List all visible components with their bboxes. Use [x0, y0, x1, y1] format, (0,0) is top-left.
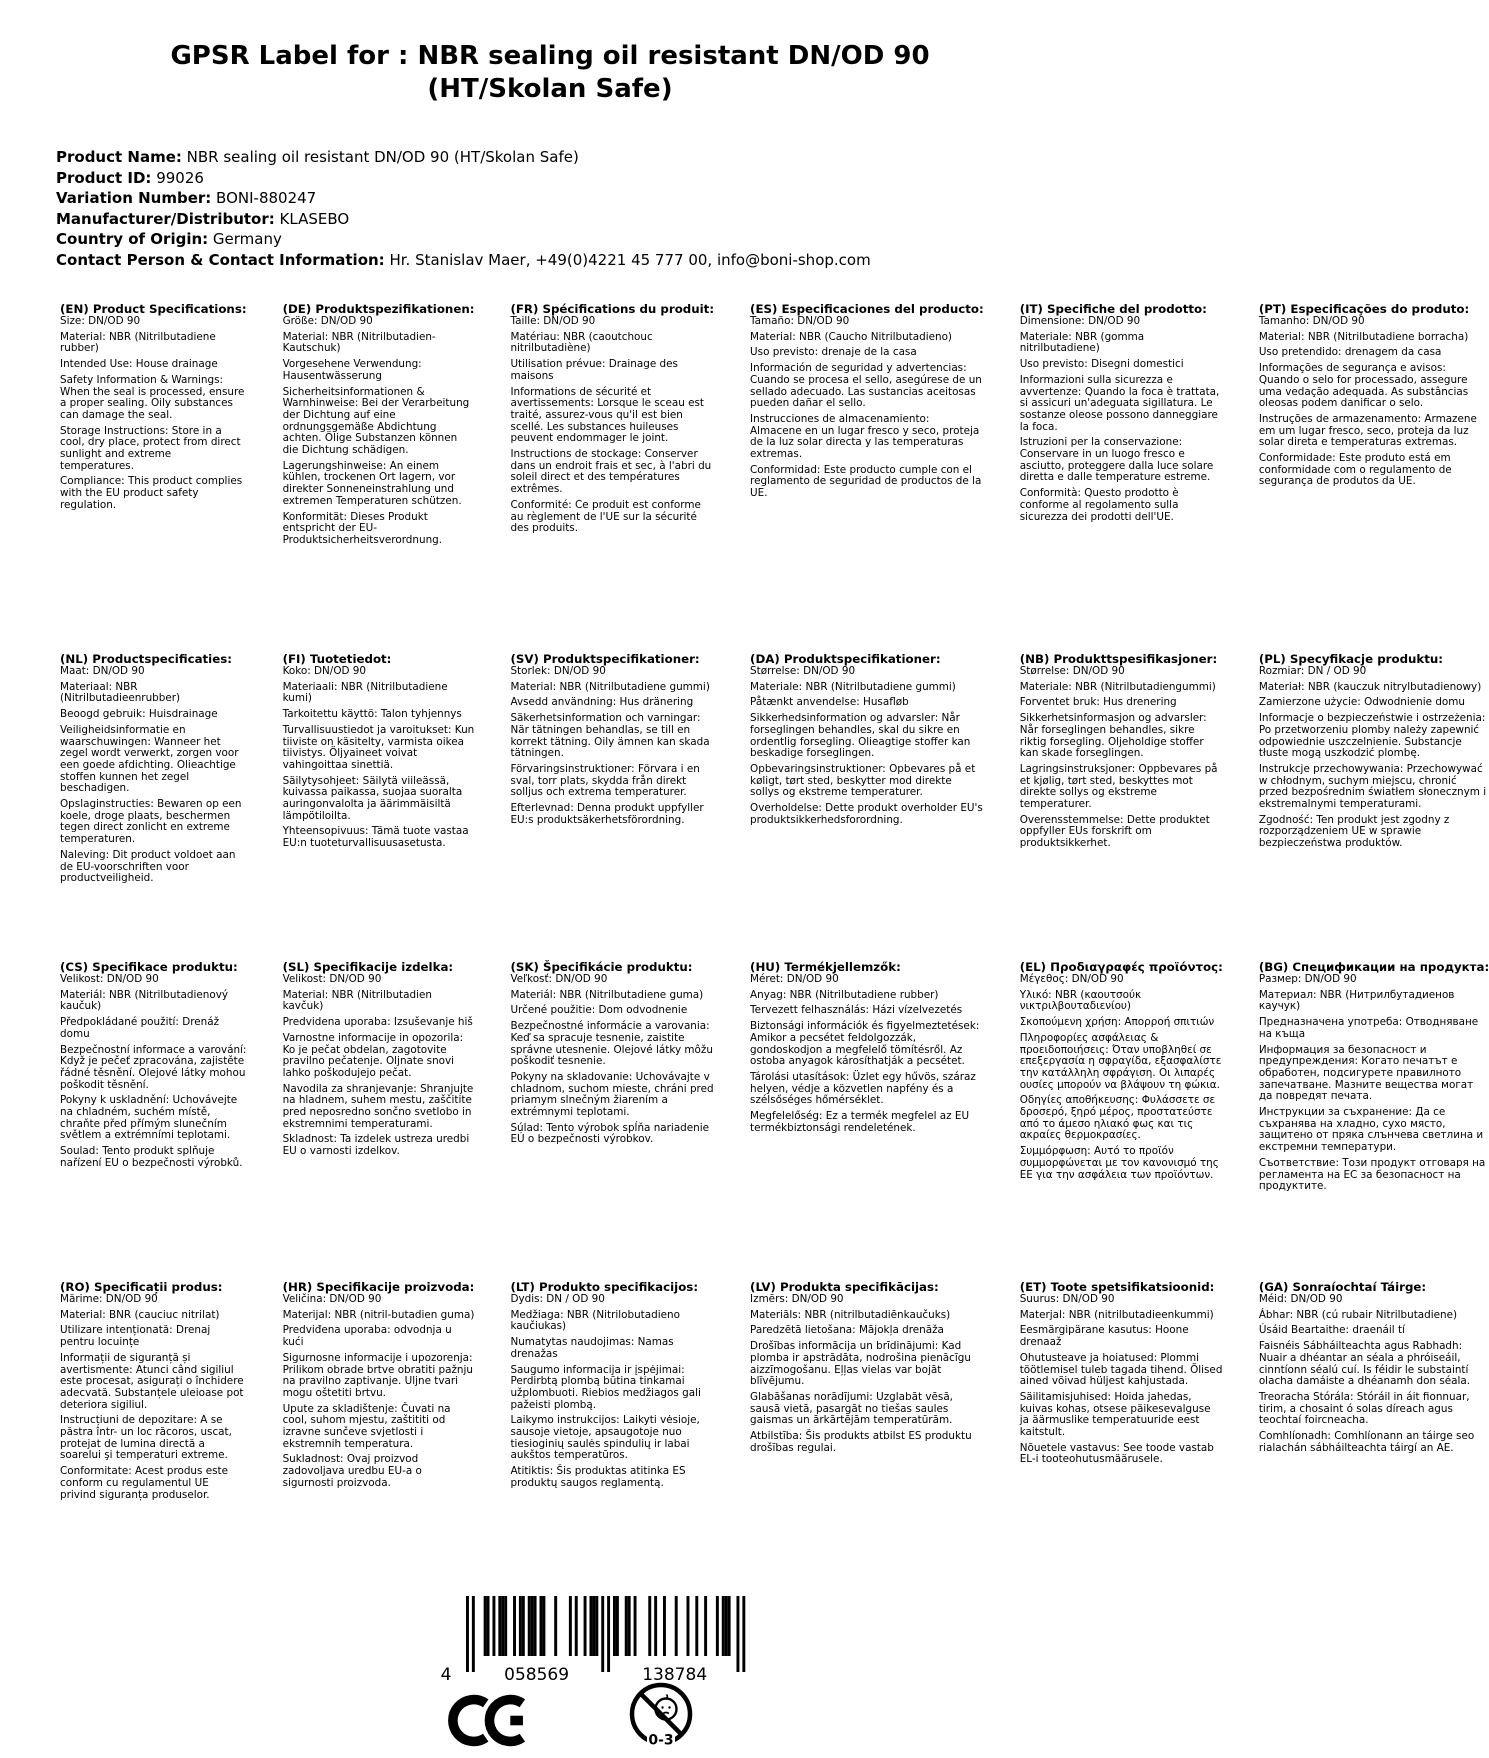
spec-paragraph: Información de seguridad y advertencias: Cuando se procesa el sello, asegúrese de un sellado adecuado. Las sustancias aceitosas pueden dañar el sello.	[750, 362, 982, 410]
spec-paragraph: Materjal: NBR (nitrilbutadieenkummi)	[1019, 1308, 1214, 1321]
spec-paragraph: Informații de siguranță și avertismente: Atunci când sigiliul este procesat, asigurați o închidere adecvată. Substanțele uleioase pot deteriora sigiliul.	[60, 1351, 244, 1411]
info-label: Variation Number:	[56, 189, 212, 207]
spec-paragraph: Biztonsági információk és figyelmeztetések: Amikor a pecsétet feldolgozzák, gondoskodjon a megfelelő tömítésről. Az ostoba anyagok károsíthatják a pecsétet.	[750, 1020, 980, 1068]
spec-paragraph: Atitiktis: Šis produktas atitinka ES produktų saugos reglamentą.	[510, 1465, 686, 1489]
spec-paragraphs	[510, 666, 714, 826]
spec-paragraph: Material: NBR (Nitrilbutadiene rubber)	[60, 330, 216, 355]
spec-paragraph: Eesmärgipärane kasutus: Hoone drenaaž	[1019, 1324, 1189, 1349]
spec-paragraph: Material: NBR (Nitrilbutadien-Kautschuk)	[282, 330, 436, 355]
spec-block	[283, 1281, 475, 1494]
spec-paragraph: Comhlíonadh: Comhlíonann an táirge seo rialachán sábháilteachta táirgí an AE.	[1258, 1430, 1475, 1454]
spec-paragraph: Compliance: This product complies with the EU product safety regulation.	[60, 475, 243, 511]
spec-paragraph: Materiāls: NBR (nitrilbutadiēnkaučuks)	[750, 1308, 951, 1321]
spec-paragraph: Rozmiar: DN / OD 90	[1258, 665, 1367, 677]
barcode-digit-group1: 058569	[504, 1665, 570, 1685]
ce-mark	[450, 1690, 534, 1755]
spec-paragraph: Zgodność: Ten produkt jest zgodny z rozporządzeniem UE w sprawie bezpieczeństwa produktów.	[1258, 813, 1450, 850]
spec-block	[510, 1281, 714, 1494]
spec-paragraph: Pokyny na skladovanie: Uchovávajte v chladnom, suchom mieste, chráni pred priamym slnečným žiarením a extrémnymi teplotami.	[510, 1070, 714, 1119]
spec-paragraph: Tárolási utasítások: Üzlet egy hűvös, száraz helyen, védje a közvetlen napfény és a szélsőséges hőmérséklet.	[750, 1070, 976, 1107]
spec-paragraph: Beoogd gebruik: Huisdrainage	[60, 708, 218, 721]
spec-paragraphs	[1020, 974, 1223, 1181]
spec-paragraphs	[750, 666, 984, 826]
barcode-bars	[466, 1596, 745, 1672]
spec-paragraphs	[1259, 316, 1489, 488]
spec-block	[510, 303, 714, 539]
spec-paragraph: Anyag: NBR (Nitrilbutadiene rubber)	[750, 988, 939, 1001]
info-value: Germany	[212, 230, 282, 248]
spec-paragraphs	[510, 316, 714, 535]
spec-paragraph: Förvaringsinstruktioner: Förvara i en sval, torr plats, skydda från direkt solljus och extrema temperaturer.	[510, 762, 700, 799]
spec-paragraph: Conformidade: Este produto está em conformidade com o regulamento de segurança de produtos da UE.	[1258, 452, 1452, 488]
spec-paragraph: Μέγεθος: DN/OD 90	[1019, 973, 1124, 985]
spec-paragraph: Material: NBR (Nitrilbutadiene borracha)	[1258, 330, 1469, 343]
spec-paragraph: Storage Instructions: Store in a cool, dry place, protect from direct sunlight and extreme temperatures.	[60, 424, 241, 472]
spec-paragraph: Turvallisuustiedot ja varoitukset: Kun tiiviste on käsitelty, varmista oikea tiivistys. Öljyaineet voivat vahingoittaa sinettiä.	[282, 723, 475, 771]
spec-paragraph: Informacje o bezpieczeństwie i ostrzeżenia: Po przetworzeniu plomby należy zapewnić odpowiednie uszczelnienie. Substancje tłuste mogą uszkodzić plombę.	[1258, 712, 1486, 760]
spec-paragraph: Nõuetele vastavus: See toode vastab EL-i tooteohutusmäärusele.	[1019, 1441, 1214, 1466]
spec-paragraph: Zamierzone użycie: Odwodnienie domu	[1258, 696, 1465, 709]
spec-paragraphs	[283, 316, 475, 547]
spec-paragraph: Maat: DN/OD 90	[60, 665, 145, 677]
spec-paragraph: Bezpečnostní informace a varování: Když je pečeť zpracována, zajistěte řádné těsnění. Olejové látky mohou poškodit těsnění.	[60, 1043, 247, 1091]
spec-paragraph: Materijal: NBR (nitril-butadien guma)	[282, 1308, 475, 1321]
spec-paragraph: Megfelelőség: Ez a termék megfelel az EU termékbiztonsági rendeletének.	[750, 1110, 970, 1134]
info-value: KLASEBO	[279, 209, 350, 228]
spec-paragraph: Materiál: NBR (Nitrilbutadiene guma)	[510, 988, 704, 1001]
spec-paragraph: Dydis: DN / OD 90	[510, 1293, 605, 1305]
spec-paragraph: Инструкции за съхранение: Да се съхранява на хладно, сухо място, защитено от пряка слънчева светлина и екстремни температури.	[1258, 1106, 1484, 1154]
info-value: 99026	[156, 168, 204, 187]
spec-paragraph: Uso pretendido: drenagem da casa	[1258, 346, 1442, 359]
spec-heading: (IT) Specifiche del prodotto:	[1019, 302, 1207, 316]
spec-paragraph: Material: NBR (Nitrilbutadien kavčuk)	[282, 988, 432, 1013]
spec-paragraph: Velikost: DN/OD 90	[60, 973, 159, 985]
spec-paragraph: Taille: DN/OD 90	[510, 315, 596, 327]
spec-paragraph: Συμμόρφωση: Αυτό το προϊόν συμμορφώνεται με τον κανονισμό της ΕΕ για την ασφάλεια των προϊόντων.	[1019, 1145, 1219, 1181]
spec-block	[750, 653, 984, 830]
spec-block	[1259, 303, 1489, 492]
spec-paragraph: Sikkerhetsinformasjon og advarsler: Når forseglingen behandles, sikre riktig forsegling. Oljeholdige stoffer kan skade forseglingen.	[1019, 712, 1207, 760]
info-row	[56, 168, 871, 189]
spec-paragraph: Overensstemmelse: Dette produktet oppfyller EUs forskrift om produktsikkerhet.	[1019, 813, 1210, 850]
spec-block	[1259, 1281, 1489, 1458]
spec-paragraph: Οδηγίες αποθήκευσης: Φυλάσσετε σε δροσερό, ξηρό μέρος, προστατεύστε από το άμεσο ηλιακό φως και τις ακραίες θερμοκρασίες.	[1019, 1094, 1216, 1142]
spec-paragraph: Soulad: Tento produkt splňuje nařízení EU o bezpečnosti výrobků.	[60, 1145, 243, 1169]
spec-paragraph: Съответствие: Този продукт отговаря на регламента на ЕС за безопасност на продуктите.	[1258, 1156, 1486, 1193]
spec-heading: (GA) Sonraíochtaí Táirge:	[1258, 1280, 1427, 1294]
spec-heading: (LV) Produkta specifikācijas:	[750, 1280, 939, 1294]
spec-heading: (SK) Špecifikácie produktu:	[510, 960, 693, 974]
info-label: Manufacturer/Distributor:	[56, 209, 275, 228]
spec-paragraph: Méret: DN/OD 90	[750, 973, 839, 985]
spec-paragraph: Intended Use: House drainage	[60, 358, 218, 371]
spec-paragraph: Koko: DN/OD 90	[282, 665, 367, 677]
spec-heading: (CS) Specifikace produktu:	[60, 960, 238, 974]
page-title: GPSR Label for : NBR sealing oil resistant DN/OD 90 (HT/Skolan Safe)	[170, 41, 930, 104]
spec-paragraph: Ohutusteave ja hoiatused: Plommi töötlemisel tuleb tagada tihend. Õlised ained võivad hüljest kahjustada.	[1019, 1351, 1223, 1388]
spec-block	[750, 961, 984, 1138]
spec-paragraph: Veličina: DN/OD 90	[282, 1293, 382, 1305]
spec-paragraph: Size: DN/OD 90	[60, 315, 141, 327]
spec-paragraph: Conformitate: Acest produs este conform cu regulamentul UE privind siguranța produselor.	[60, 1465, 229, 1501]
spec-paragraph: Předpokládané použití: Drenáž domu	[60, 1016, 220, 1040]
spec-paragraph: Predvidena uporaba: Izsuševanje hiš	[282, 1016, 473, 1029]
spec-paragraph: Numatytas naudojimas: Namas drenažas	[510, 1336, 674, 1360]
spec-block	[750, 303, 984, 504]
spec-block	[60, 653, 247, 889]
spec-paragraph: Drošības informācija un brīdinājumi: Kad plomba ir apstrādāta, nodrošina pienācīgu aizzīmogošanu. Eļļas vielas var bojāt blīvējumu.	[750, 1340, 971, 1388]
spec-block	[1259, 653, 1489, 854]
spec-paragraph: Určené použitie: Dom odvodnenie	[510, 1004, 688, 1017]
info-row	[56, 229, 871, 250]
spec-paragraph: Opbevaringsinstruktioner: Opbevares på et køligt, tørt sted, beskytter mod direkte sollys og ekstreme temperaturer.	[750, 762, 976, 799]
spec-paragraph: Yhteensopivuus: Tämä tuote vastaa EU:n tuoteturvallisuusasetusta.	[282, 825, 469, 850]
spec-paragraph: Størrelse: DN/OD 90	[750, 665, 856, 677]
spec-block	[283, 653, 475, 854]
spec-paragraph: Materiał: NBR (kauczuk nitrylbutadienowy)	[1258, 680, 1482, 693]
spec-paragraph: Skladnost: Ta izdelek ustreza uredbi EU o varnosti izdelkov.	[282, 1133, 470, 1158]
spec-paragraphs	[60, 974, 247, 1170]
barcode-svg	[434, 1596, 754, 1684]
spec-paragraph: Uso previsto: drenaje de la casa	[750, 346, 917, 359]
spec-paragraph: Úsáid Beartaithe: draenáil tí	[1258, 1324, 1405, 1337]
spec-paragraph: Glabāšanas norādījumi: Uzglabāt vēsā, sausā vietā, pasargāt no tiešas saules gaismas un ārkārtējām temperatūrām.	[750, 1390, 953, 1427]
spec-paragraph: Varnostne informacije in opozorila: Ko je pečat obdelan, zagotovite pravilno pečatenje. Oljnate snovi lahko poškodujejo pečat.	[282, 1031, 464, 1079]
product-info	[56, 147, 871, 270]
spec-block	[510, 653, 714, 830]
spec-heading: (FR) Spécifications du produit:	[510, 302, 715, 316]
spec-heading: (FI) Tuotetiedot:	[282, 652, 392, 666]
spec-paragraph: Istruzioni per la conservazione: Conservare in un luogo fresco e asciutto, proteggere dalla luce solare diretta e dalle temperature estreme.	[1019, 436, 1214, 484]
spec-paragraph: Navodila za shranjevanje: Shranjujte na hladnem, suhem mestu, zaščitite pred neposredno sončno svetlobo in ekstremnimi temperaturami.	[282, 1082, 474, 1130]
spec-paragraph: Materiale: NBR (Nitrilbutadiene gummi)	[750, 680, 956, 693]
spec-heading: (EL) Προδιαγραφές προϊόντος:	[1019, 960, 1223, 974]
spec-paragraph: Storlek: DN/OD 90	[510, 665, 606, 677]
spec-paragraphs	[1020, 1294, 1223, 1466]
spec-heading: (HR) Specifikacije proizvoda:	[282, 1280, 475, 1294]
spec-paragraphs	[283, 1294, 475, 1490]
spec-paragraph: Предназначена употреба: Отводняване на къща	[1258, 1016, 1479, 1040]
spec-paragraph: Størrelse: DN/OD 90	[1019, 665, 1125, 677]
spec-paragraph: Materiale: NBR (Nitrilbutadiengummi)	[1019, 680, 1216, 693]
spec-paragraphs	[1259, 974, 1489, 1193]
spec-block	[60, 303, 247, 516]
spec-heading: (DE) Produktspezifikationen:	[282, 302, 475, 316]
spec-paragraph: Saugumo informacija ir įspėjimai: Perdirbtą plombą būtina tinkamai užplombuoti. Riebios medžiagos gali pažeisti plombą.	[510, 1363, 701, 1411]
spec-paragraph: Veiligheidsinformatie en waarschuwingen: Wanneer het zegel wordt verwerkt, zorgen voor een goede afdichting. Olieachtige stoffen kunnen het zegel beschadigen.	[60, 723, 239, 795]
spec-paragraph: Sikkerhedsinformation og advarsler: Når forseglingen behandles, skal du sikre en ordentlig forsegling. Olieagtige stoffer kan beskadige forseglingen.	[750, 712, 971, 760]
spec-paragraph: Bezpečnostné informácie a varovania: Keď sa spracuje tesnenie, zaistite správne utesnenie. Olejové látky môžu poškodiť tesnenie.	[510, 1020, 713, 1068]
spec-paragraphs	[750, 1294, 984, 1454]
spec-paragraph: Ábhar: NBR (cú rubair Nitrilbutadiene)	[1258, 1308, 1458, 1321]
spec-block	[510, 961, 714, 1150]
info-label: Product Name:	[56, 148, 182, 166]
spec-block	[60, 961, 247, 1174]
spec-paragraph: Méid: DN/OD 90	[1258, 1293, 1343, 1305]
spec-heading: (SL) Specifikacije izdelka:	[282, 960, 454, 974]
spec-paragraph: Tarkoitettu käyttö: Talon tyhjennys	[282, 708, 462, 721]
spec-block	[1020, 1281, 1223, 1470]
spec-paragraph: Materiaali: NBR (Nitrilbutadiene kumi)	[282, 680, 448, 705]
spec-paragraph: Sukladnost: Ovaj proizvod zadovoljava uredbu EU-a o sigurnosti proizvoda.	[282, 1453, 422, 1489]
spec-paragraph: Informations de sécurité et avertissements: Lorsque le sceau est traité, assurez-vous qu'il est bien scellé. Les substances huileuses peuvent endommager le joint.	[510, 385, 704, 445]
spec-heading: (BG) Спецификации на продукта:	[1258, 960, 1489, 974]
spec-paragraph: Materiál: NBR (Nitrilbutadienový kaučuk)	[60, 988, 229, 1013]
spec-paragraphs	[510, 974, 714, 1146]
spec-paragraph: Σκοπούμενη χρήση: Απορροή σπιτιών	[1019, 1016, 1215, 1029]
spec-block	[750, 1281, 984, 1458]
info-value: NBR sealing oil resistant DN/OD 90 (HT/Skolan Safe)	[186, 148, 579, 166]
spec-paragraph: Treoracha Stórála: Stóráil in áit fionnuar, tirim, a chosaint ó solas díreach agus teochtaí foircneacha.	[1258, 1390, 1470, 1427]
spec-paragraph: Lagerungshinweise: An einem kühlen, trockenen Ort lagern, vor direkter Sonneneinstrahlung und extremen Temperaturen schützen.	[282, 459, 462, 507]
age-warning-icon	[622, 1682, 700, 1754]
spec-paragraphs	[60, 316, 247, 512]
spec-paragraph: Информация за безопасност и предупреждения: Когато печатът е обработен, подсигурете правилното запечатване. Мазните вещества могат да повредят печата.	[1258, 1043, 1474, 1103]
spec-paragraph: Material: NBR (Caucho Nitrilbutadieno)	[750, 330, 952, 343]
spec-paragraph: Instruções de armazenamento: Armazene em um lugar fresco, seco, proteja da luz solar direta e temperaturas extremas.	[1258, 412, 1477, 449]
language-grid	[60, 302, 1489, 1505]
baby-face-icon	[656, 1695, 677, 1720]
spec-paragraph: Conformidad: Este producto cumple con el reglamento de seguridad de productos de la UE.	[750, 463, 982, 500]
spec-paragraph: Lagringsinstruksjoner: Oppbevares på et kjølig, tørt sted, beskyttes mot direkte sollys og ekstreme temperaturer.	[1019, 762, 1218, 811]
spec-paragraph: Instrucciones de almacenamiento: Almacene en un lugar fresco y seco, proteja de la luz solar directa y las temperaturas extremas.	[750, 412, 980, 461]
spec-heading: (RO) Specificații produs:	[60, 1280, 223, 1294]
spec-paragraph: Sigurnosne informacije i upozorenja: Prilikom obrade brtve obratiti pažnju na pravilno zaptivanje. Uljne tvari mogu oštetiti brtvu.	[282, 1351, 473, 1399]
spec-block	[60, 1281, 247, 1505]
ean-barcode	[434, 1596, 754, 1684]
spec-paragraph: Conformité: Ce produit est conforme au règlement de l'UE sur la sécurité des produits.	[510, 498, 701, 535]
spec-paragraph: Upute za skladištenje: Čuvati na cool, suhom mjestu, zaštititi od izravne sunčeve svjetlosti i ekstremnih temperatura.	[282, 1402, 451, 1450]
spec-paragraph: Vorgesehene Verwendung: Hausentwässerung	[282, 358, 422, 382]
spec-heading: (NB) Produkttspesifikasjoner:	[1019, 652, 1218, 666]
spec-paragraphs	[1259, 666, 1489, 850]
info-row	[56, 188, 871, 209]
spec-heading: (SV) Produktspecifikationer:	[510, 652, 700, 666]
info-row	[56, 147, 871, 168]
spec-block	[1020, 653, 1223, 854]
spec-block	[283, 303, 475, 551]
spec-paragraph: Säkerhetsinformation och varningar: När tätningen behandlas, se till en korrekt tätning. Oily ämnen kan skada tätningen.	[510, 712, 710, 760]
spec-paragraph: Υλικό: NBR (καουτσούκ νικτριλβουταδιενίου)	[1019, 988, 1142, 1013]
info-value: BONI-880247	[216, 189, 317, 207]
spec-paragraph: Informazioni sulla sicurezza e avvertenze: Quando la foca è trattata, si assicuri un'adeguata sigillatura. Le sostanze oleose possono danneggiare la foca.	[1019, 373, 1220, 433]
age-warning-mark	[622, 1682, 700, 1758]
spec-paragraph: Overholdelse: Dette produkt overholder EU's produktsikkerhedsforordning.	[750, 802, 983, 826]
spec-heading: (HU) Termékjellemzők:	[750, 960, 901, 974]
spec-paragraph: Uso previsto: Disegni domestici	[1019, 358, 1184, 371]
spec-paragraph: Konformität: Dieses Produkt entspricht der EU-Produktsicherheitsverordnung.	[282, 510, 443, 546]
spec-paragraph: Tamanho: DN/OD 90	[1258, 315, 1365, 327]
spec-paragraphs	[750, 974, 984, 1134]
info-row	[56, 250, 871, 271]
barcode-digit-system: 4	[440, 1665, 452, 1685]
spec-block	[283, 961, 475, 1162]
spec-paragraph: Laikymo instrukcijos: Laikyti vėsioje, sausoje vietoje, apsaugotoje nuo tiesioginių saulės spindulių ir labai aukštos temperatūros.	[510, 1414, 700, 1462]
spec-paragraph: Påtænkt anvendelse: Husafløb	[750, 696, 909, 709]
spec-paragraph: Material: BNR (cauciuc nitrilat)	[60, 1308, 220, 1321]
spec-paragraph: Paredzētā lietošana: Mājokļa drenāža	[750, 1324, 944, 1337]
spec-block	[1020, 961, 1223, 1185]
spec-paragraphs	[283, 666, 475, 850]
spec-paragraph: Faisnéis Sábháilteachta agus Rabhadh: Nuair a dhéantar an séala a phróiseáil, cinntíonn séalú cuí. Is féidir le substaintí olacha damáiste a dhéanamh don séala.	[1258, 1340, 1471, 1388]
spec-paragraph: Conformità: Questo prodotto è conforme al regolamento sulla sicurezza dei prodotti dell'UE.	[1019, 487, 1179, 523]
ce-letters-icon	[450, 1690, 534, 1751]
spec-paragraph: Atbilstība: Šis produkts atbilst ES produktu drošības regulai.	[750, 1430, 972, 1454]
spec-paragraph: Súlad: Tento výrobok spĺňa nariadenie EÚ o bezpečnosti výrobkov.	[510, 1121, 710, 1146]
info-row	[56, 209, 871, 230]
spec-heading: (ET) Toote spetsifikatsioonid:	[1019, 1280, 1215, 1294]
spec-heading: (PL) Specyfikacje produktu:	[1258, 652, 1444, 666]
spec-paragraph: Mărime: DN/OD 90	[60, 1293, 158, 1305]
spec-paragraph: Izmērs: DN/OD 90	[750, 1293, 844, 1305]
spec-paragraph: Instructions de stockage: Conserver dans un endroit frais et sec, à l'abri du soleil direct et des températures extrêmes.	[510, 448, 712, 496]
spec-paragraph: Materiaal: NBR (Nitrilbutadieenrubber)	[60, 680, 181, 705]
spec-block	[1020, 303, 1223, 527]
spec-paragraph: Instrucțiuni de depozitare: A se păstra într- un loc răcoros, uscat, protejat de lumina directă a soarelui şi temperaturi extreme.	[60, 1414, 232, 1462]
spec-heading: (DA) Produktspecifikationer:	[750, 652, 941, 666]
spec-paragraph: Sicherheitsinformationen & Warnhinweise: Bei der Verarbeitung der Dichtung auf eine ordnungsgemäße Abdichtung achten. Ölige Substanzen können die Dichtung schädigen.	[282, 385, 470, 457]
spec-paragraph: Avsedd användning: Hus dränering	[510, 696, 694, 709]
spec-paragraph: Materiale: NBR (gomma nitrilbutadiene)	[1019, 330, 1145, 355]
spec-paragraphs	[1259, 1294, 1489, 1454]
spec-paragraph: Opslaginstructies: Bewaren op een koele, droge plaats, beschermen tegen direct zonlicht en extreme temperaturen.	[60, 798, 242, 846]
age-warning-label: 0-3	[648, 1732, 674, 1749]
spec-paragraph: Forventet bruk: Hus drenering	[1019, 696, 1177, 709]
spec-paragraph: Dimensione: DN/OD 90	[1019, 315, 1141, 327]
spec-paragraphs	[283, 974, 475, 1158]
spec-paragraph: Predviđena uporaba: odvodnja u kući	[282, 1324, 452, 1349]
spec-paragraph: Säilitamisjuhised: Hoida jahedas, kuivas kohas, otsese päikesevalguse ja äärmuslike temperatuuride eest kaitstult.	[1019, 1390, 1211, 1439]
spec-paragraphs	[1020, 666, 1223, 850]
spec-paragraph: Größe: DN/OD 90	[282, 315, 373, 327]
spec-paragraph: Informações de segurança e avisos: Quando o selo for processado, assegure uma vedação adequada. As substâncias oleosas podem danificar o selo.	[1258, 362, 1469, 410]
info-label: Contact Person & Contact Information:	[56, 250, 385, 269]
spec-paragraph: Pokyny k uskladnění: Uchovávejte na chladném, suchém místě, chraňte před přímým slunečním světlem a extrémními teplotami.	[60, 1094, 238, 1142]
spec-paragraphs	[750, 316, 984, 500]
spec-paragraphs	[60, 1294, 247, 1501]
spec-paragraph: Tervezett felhasználás: Házi vízelvezetés	[750, 1004, 963, 1017]
spec-paragraph: Säilytysohjeet: Säilytä viileässä, kuivassa paikassa, suojaa suoralta auringonvalolta ja äärimmäisiltä lämpötiloilta.	[282, 774, 463, 822]
spec-heading: (ES) Especificaciones del producto:	[750, 302, 984, 316]
spec-block	[1259, 961, 1489, 1197]
spec-heading: (LT) Produkto specifikacijos:	[510, 1280, 699, 1294]
info-label: Country of Origin:	[56, 230, 209, 248]
spec-paragraph: Πληροφορίες ασφάλειας & προειδοποιήσεις: Όταν υποβληθεί σε επεξεργασία η σφραγίδα, εξασφαλίστε την κατάλληλη σφράγιση. Οι λιπαρές ουσίες μπορούν να βλάψουν τη φώκια.	[1019, 1031, 1222, 1091]
spec-paragraph: Veľkosť: DN/OD 90	[510, 973, 608, 985]
spec-paragraph: Utilisation prévue: Drainage des maisons	[510, 358, 678, 382]
spec-paragraph: Материал: NBR (Нитрилбутадиенов каучук)	[1258, 988, 1455, 1013]
spec-paragraph: Utilizare intenționată: Drenaj pentru locuințe	[60, 1324, 211, 1349]
info-value: Hr. Stanislav Maer, +49(0)4221 45 777 00, info@boni-shop.com	[389, 250, 871, 269]
barcode-digit-group2: 138784	[642, 1665, 708, 1685]
spec-paragraph: Размер: DN/OD 90	[1258, 973, 1357, 985]
spec-paragraph: Instrukcje przechowywania: Przechowywać w chłodnym, suchym miejscu, chronić przed bezpośrednim światłem słonecznym i ekstremalnymi temperaturami.	[1258, 762, 1487, 811]
spec-paragraphs	[510, 1294, 714, 1490]
spec-heading: (EN) Product Specifications:	[60, 302, 247, 316]
spec-paragraph: Velikost: DN/OD 90	[282, 973, 382, 985]
spec-paragraph: Medžiaga: NBR (Nitrilobutadieno kaučiukas)	[510, 1308, 680, 1333]
spec-heading: (PT) Especificações do produto:	[1258, 302, 1470, 316]
spec-paragraph: Naleving: Dit product voldoet aan de EU-voorschriften voor productveiligheid.	[60, 848, 236, 885]
spec-paragraph: Tamaño: DN/OD 90	[750, 315, 850, 327]
spec-paragraphs	[1020, 316, 1223, 523]
spec-paragraph: Matériau: NBR (caoutchouc nitrilbutadiène)	[510, 330, 653, 355]
info-label: Product ID:	[56, 168, 152, 187]
spec-paragraph: Material: NBR (Nitrilbutadiene gummi)	[510, 680, 710, 693]
spec-paragraphs	[60, 666, 247, 885]
spec-paragraph: Safety Information & Warnings: When the seal is processed, ensure a proper sealing. Oily substances can damage the seal.	[60, 373, 245, 421]
spec-paragraph: Suurus: DN/OD 90	[1019, 1293, 1115, 1305]
spec-heading: (NL) Productspecificaties:	[60, 652, 232, 666]
spec-paragraph: Efterlevnad: Denna produkt uppfyller EU:s produktsäkerhetsförordning.	[510, 802, 704, 826]
